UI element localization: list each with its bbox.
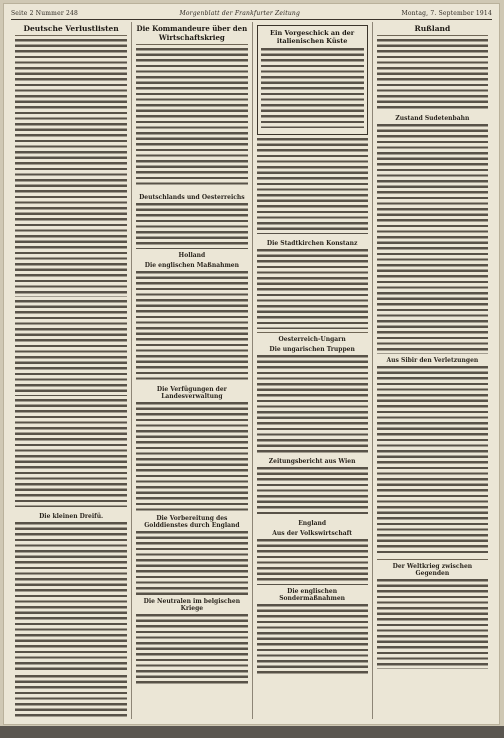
- article-subhead: Die Verfügungen der Landesverwaltung: [156, 386, 227, 400]
- article-text: [261, 48, 364, 128]
- article-subhead: Aus Sibir den Verletzungen: [386, 357, 479, 364]
- article-headline: Deutsche Verlustlisten: [15, 22, 127, 36]
- newspaper-page: [3, 3, 500, 725]
- article-text: [15, 522, 127, 672]
- article-text: [377, 579, 488, 669]
- article-text: [136, 614, 247, 684]
- article-subhead: Die englischen Sondermaßnahmen: [279, 588, 346, 602]
- column-2: [131, 22, 251, 719]
- article-text: [136, 203, 247, 249]
- article-headline: Die Kommandeure über den Wirtschaftskrieg: [136, 22, 247, 45]
- article-subhead: Deutschlands und Oesterreichs: [139, 194, 245, 201]
- running-head: [11, 7, 492, 20]
- article-subhead: Zustand Sudetenbahn: [395, 115, 470, 122]
- article-subhead: Die kleinen Dreifü.: [39, 513, 104, 520]
- divider: [377, 559, 488, 560]
- article-block: [15, 513, 127, 719]
- article-headline: Ein Vorgeschick an der italienischen Küste: [270, 29, 355, 45]
- article-block: [136, 194, 247, 684]
- boxed-notice: [257, 25, 368, 135]
- article-block: [257, 240, 368, 674]
- column-4: [372, 22, 492, 719]
- article-text: [136, 271, 247, 383]
- article-text: [377, 39, 488, 109]
- article-block: [257, 25, 368, 234]
- article-text: [257, 355, 368, 455]
- article-headline: Rußland: [377, 22, 488, 36]
- article-subhead: Die Stadtkirchen Konstanz: [266, 240, 358, 247]
- article-block: [136, 22, 247, 188]
- article-text: [136, 531, 247, 595]
- article-text: [136, 402, 247, 512]
- article-subhead: Die Neutralen im belgischen Kriege: [143, 598, 241, 612]
- article-text: [257, 138, 368, 234]
- article-subhead: Die englischen Maßnahmen: [144, 262, 239, 269]
- newspaper-title: Morgenblatt der Frankfurter Zeitung: [179, 9, 301, 17]
- article-columns: [11, 22, 492, 719]
- article-subhead: Zeitungsbericht aus Wien: [268, 458, 356, 465]
- article-subhead: Holland: [178, 252, 206, 259]
- article-subhead: Aus der Volkswirtschaft: [272, 530, 352, 537]
- article-block: [377, 115, 488, 669]
- article-subhead: Die Vorbereitung des Golddienstes durch England: [144, 515, 240, 529]
- article-text: [15, 399, 127, 507]
- issue-date: Montag, 7. September 1914: [401, 9, 492, 17]
- article-text: [257, 249, 368, 329]
- divider: [257, 332, 368, 333]
- column-3: [252, 22, 372, 719]
- article-subhead: Der Weltkrieg zwischen Gegenden: [392, 563, 473, 577]
- article-text: [136, 48, 247, 188]
- article-block: [15, 22, 127, 507]
- article-text: [15, 300, 127, 396]
- article-text: [257, 467, 368, 517]
- article-subhead: Oesterreich-Ungarn: [278, 336, 346, 343]
- article-block: [377, 22, 488, 109]
- article-subhead: England: [298, 520, 327, 527]
- article-subhead: Die ungarischen Truppen: [269, 346, 355, 353]
- article-text: [377, 366, 488, 556]
- scan-border: [0, 726, 504, 738]
- article-text: [257, 604, 368, 674]
- page-number-label: Seite 2 Nummer 248: [11, 9, 79, 17]
- article-text: [257, 539, 368, 585]
- article-text: [377, 124, 488, 354]
- article-text: [15, 39, 127, 297]
- article-text: [15, 675, 127, 719]
- column-1: [11, 22, 131, 719]
